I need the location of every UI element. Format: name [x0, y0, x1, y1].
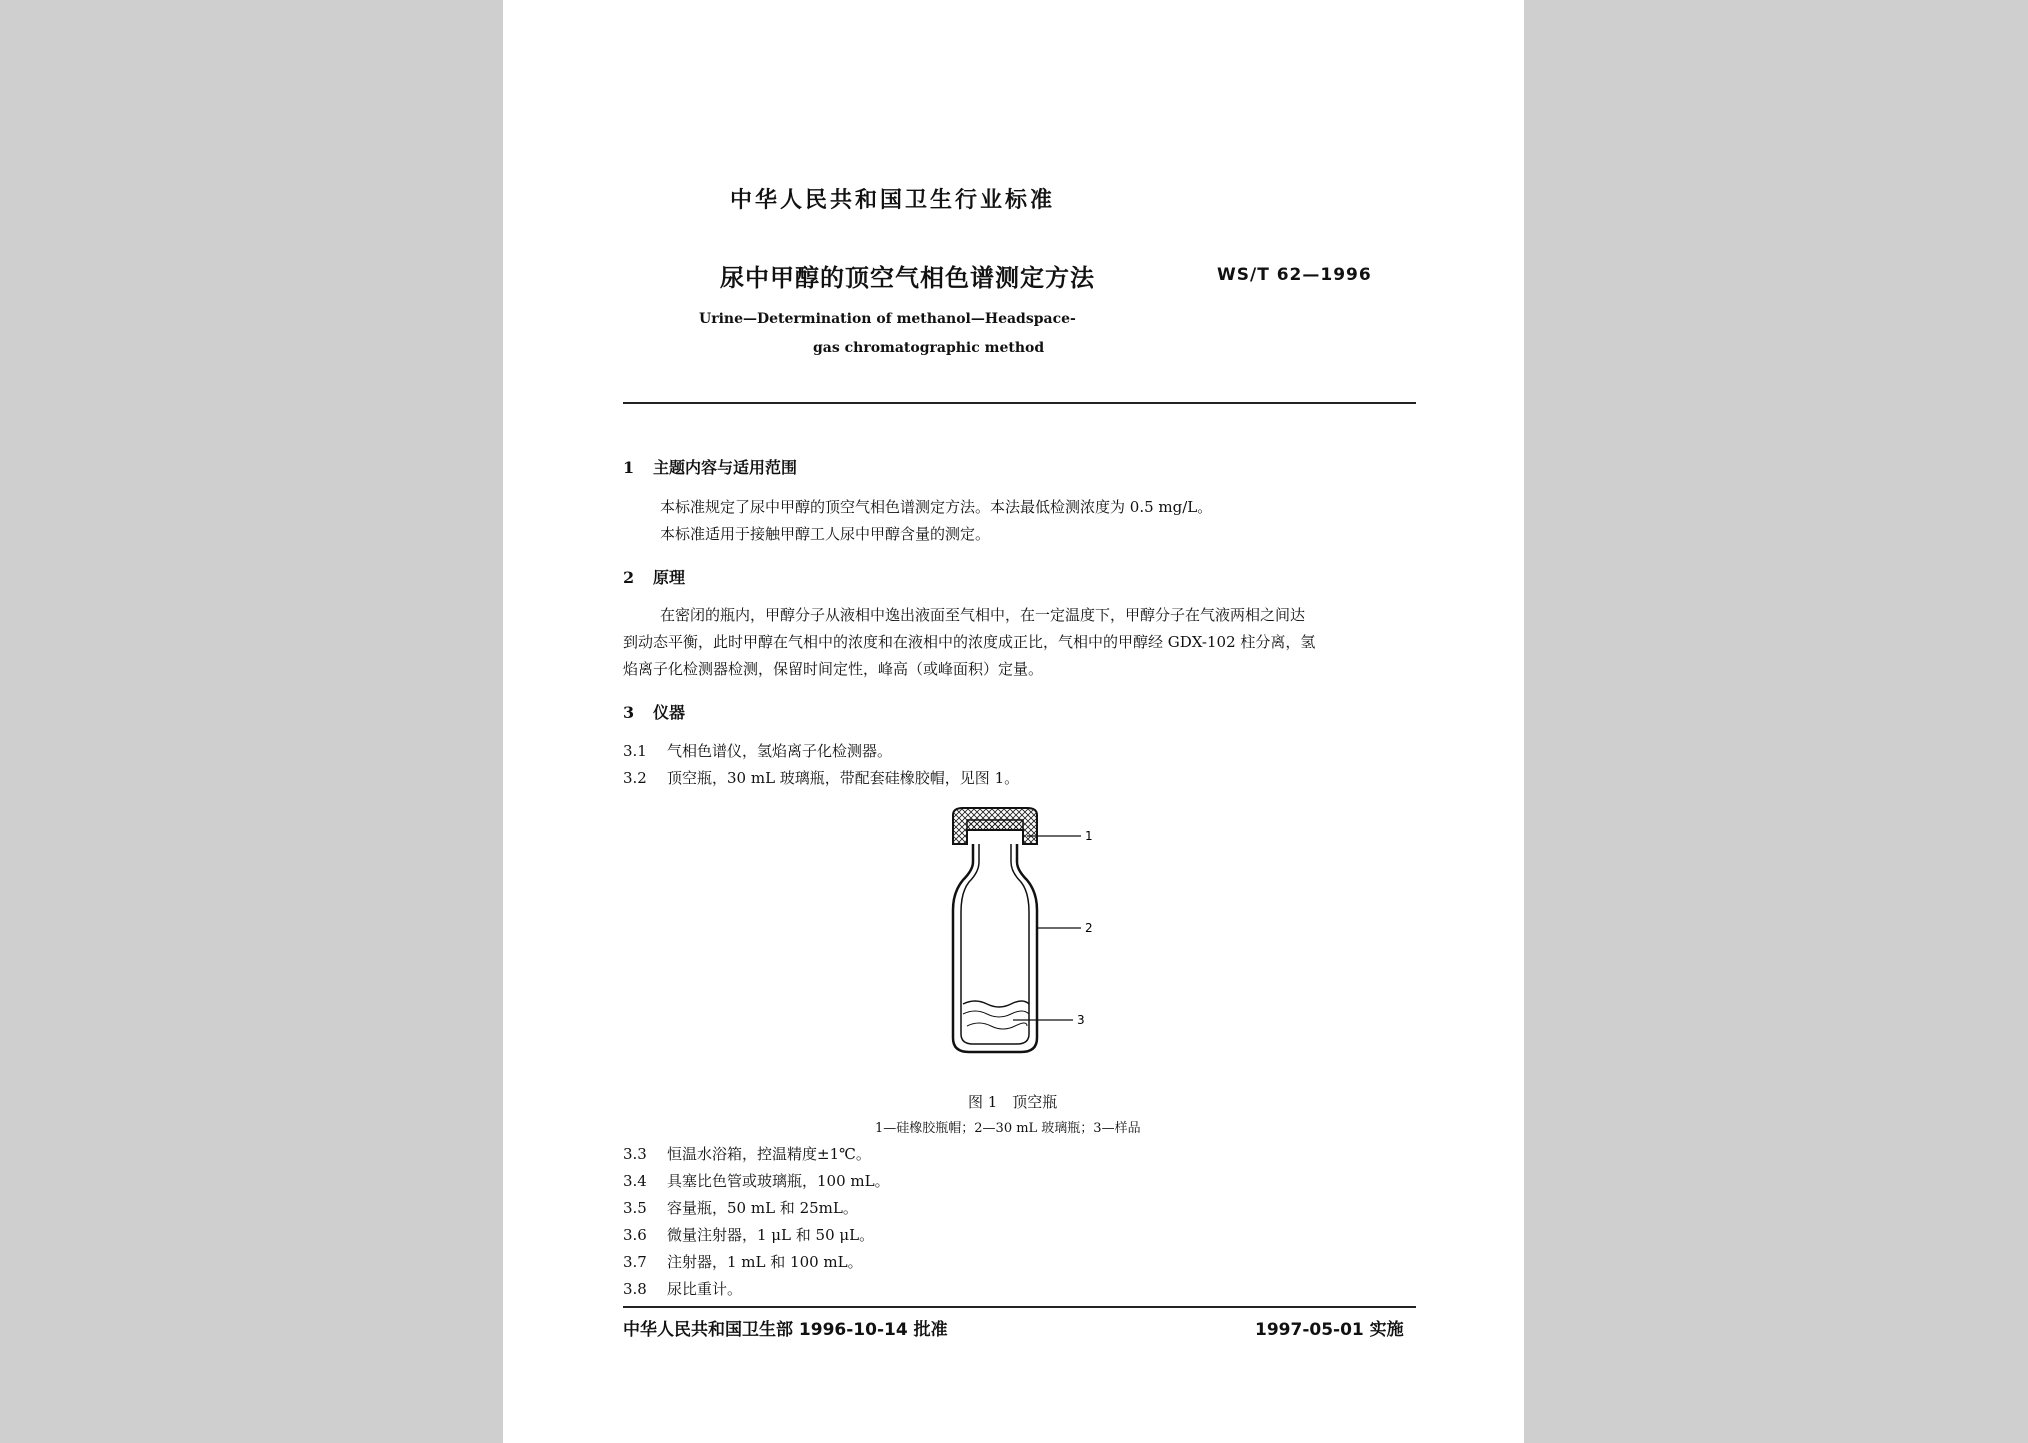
document-page	[503, 0, 1524, 1443]
section-number: 2	[623, 568, 635, 587]
section-title: 原理	[653, 568, 686, 587]
list-item: 3.6 微量注射器，1 μL 和 50 μL。	[623, 1226, 875, 1244]
national-standard-heading: 中华人民共和国卫生行业标准	[730, 187, 1056, 213]
document-title-english-line1: Urine—Determination of methanol—Headspace-	[699, 311, 1076, 327]
liquid-surface	[963, 1001, 1029, 1007]
figure-label-1: 1	[1085, 829, 1093, 843]
header-divider	[623, 402, 1416, 404]
vial-inner-wall	[961, 844, 1029, 1044]
section-number: 3	[623, 703, 635, 722]
headspace-vial-figure	[923, 800, 1103, 1070]
vial-outer-wall	[953, 844, 1037, 1052]
list-item: 3.3 恒温水浴箱，控温精度±1℃。	[623, 1145, 871, 1163]
list-item: 3.8 尿比重计。	[623, 1280, 743, 1298]
section-2-line-2: 到动态平衡，此时甲醇在气相中的浓度和在液相中的浓度成正比，气相中的甲醇经 GDX-102 柱分离，氢	[623, 633, 1316, 651]
section-2-line-1: 在密闭的瓶内，甲醇分子从液相中逸出液面至气相中，在一定温度下，甲醇分子在气液两相之间达	[660, 606, 1306, 624]
figure-label-2: 2	[1085, 921, 1093, 935]
section-1-paragraph-1: 本标准规定了尿中甲醇的顶空气相色谱测定方法。本法最低检测浓度为 0.5 mg/L。	[660, 498, 1213, 516]
section-title: 主题内容与适用范围	[653, 458, 798, 477]
section-1-paragraph-2: 本标准适用于接触甲醇工人尿中甲醇含量的测定。	[660, 525, 991, 543]
section-3-heading	[623, 700, 685, 723]
figure-caption: 图 1 顶空瓶	[968, 1093, 1058, 1111]
figure-legend: 1—硅橡胶瓶帽；2—30 mL 玻璃瓶；3—样品	[875, 1121, 1141, 1136]
list-item: 3.1 气相色谱仪，氢焰离子化检测器。	[623, 742, 893, 760]
figure-label-3: 3	[1077, 1013, 1085, 1027]
footer-divider	[623, 1306, 1416, 1308]
section-2-heading	[623, 565, 685, 588]
implementation-date: 1997-05-01 实施	[1255, 1320, 1404, 1340]
section-title: 仪器	[653, 703, 686, 722]
list-item: 3.5 容量瓶，50 mL 和 25mL。	[623, 1199, 858, 1217]
list-item: 3.7 注射器，1 mL 和 100 mL。	[623, 1253, 863, 1271]
standard-number: WS/T 62—1996	[1217, 265, 1372, 285]
section-number: 1	[623, 458, 635, 477]
list-item: 3.4 具塞比色管或玻璃瓶，100 mL。	[623, 1172, 890, 1190]
section-1-heading	[623, 455, 797, 478]
document-title-chinese: 尿中甲醇的顶空气相色谱测定方法	[720, 263, 1095, 292]
document-title-english-line2: gas chromatographic method	[813, 340, 1045, 356]
section-2-line-3: 焰离子化检测器检测，保留时间定性，峰高（或峰面积）定量。	[623, 660, 1044, 678]
list-item: 3.2 顶空瓶，30 mL 玻璃瓶，带配套硅橡胶帽，见图 1。	[623, 769, 1020, 787]
approval-statement: 中华人民共和国卫生部 1996-10-14 批准	[623, 1320, 948, 1340]
